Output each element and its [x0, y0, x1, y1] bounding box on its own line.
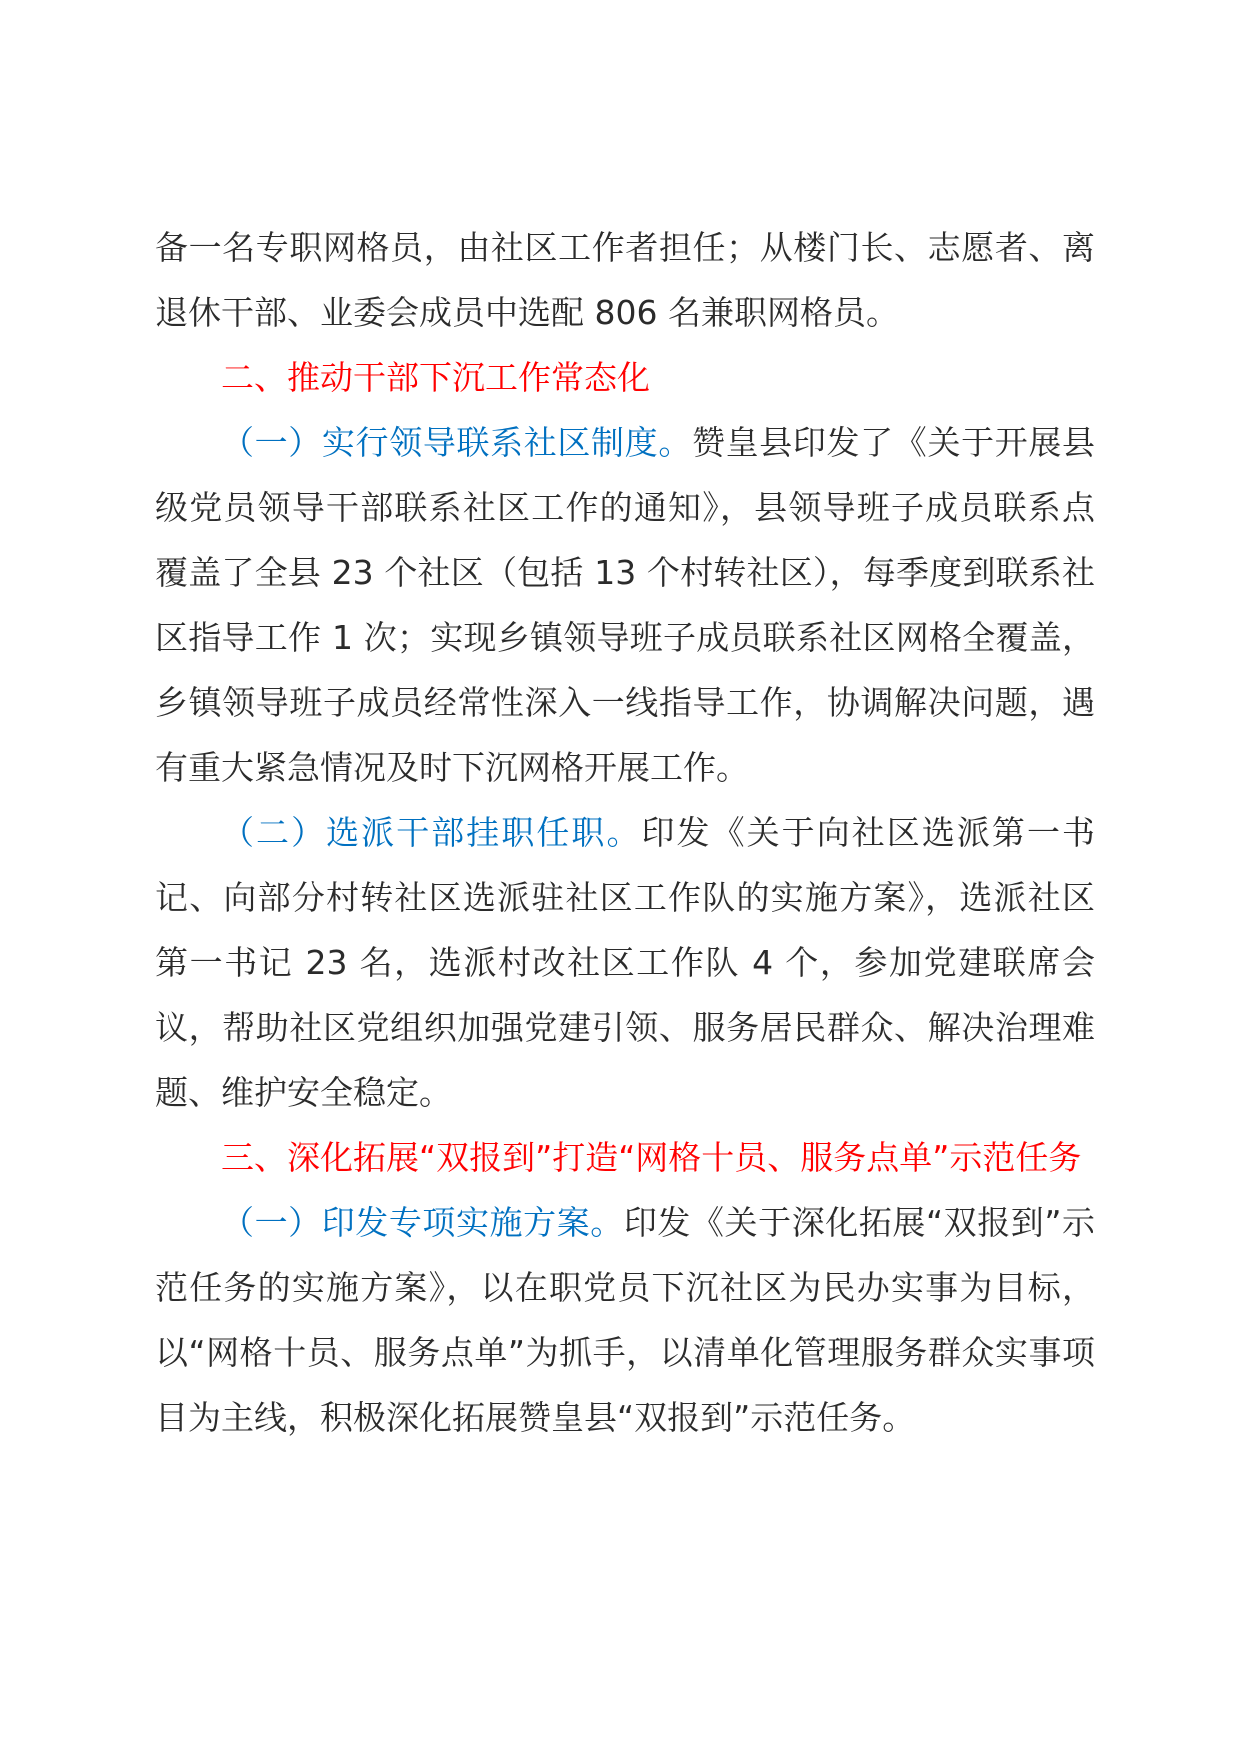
section-heading-3: 三、深化拓展“双报到”打造“网格十员、服务点单”示范任务: [221, 1138, 1082, 1177]
subsection-2-2-title: （二）选派干部挂职任职。: [221, 813, 642, 852]
paragraph-continuation: 备一名专职网格员，由社区工作者担任；从楼门长、志愿者、离退休干部、业委会成员中选配 806 名兼职网格员。: [155, 228, 1095, 332]
document-page: [155, 215, 1095, 1450]
subsection-3-1-title: （一）印发专项实施方案。: [221, 1203, 624, 1242]
subsection-2-2-body: 印发《关于向社区选派第一书记、向部分村转社区选派驻社区工作队的实施方案》，选派社区第一书记 23 名，选派村改社区工作队 4 个，参加党建联席会议，帮助社区党组织加强党建引领、服务居民群众、解决治理难题、维护安全稳定。: [155, 813, 1096, 1112]
subsection-3-1-body: 印发《关于深化拓展“双报到”示范任务的实施方案》，以在职党员下沉社区为民办实事为目标，以“网格十员、服务点单”为抓手，以清单化管理服务群众实事项目为主线，积极深化拓展赞皇县“双报到”示范任务。: [155, 1203, 1096, 1437]
subsection-2-1-title: （一）实行领导联系社区制度。: [221, 423, 692, 462]
subsection-3-1: [155, 1190, 1095, 1450]
subsection-2-1: [155, 410, 1095, 800]
section-heading-2: 二、推动干部下沉工作常态化: [221, 358, 650, 397]
subsection-2-2: [155, 800, 1095, 1125]
subsection-2-1-body: 赞皇县印发了《关于开展县级党员领导干部联系社区工作的通知》，县领导班子成员联系点覆盖了全县 23 个社区（包括 13 个村转社区），每季度到联系社区指导工作 1 次；实现乡镇领导班子成员联系社区网格全覆盖，乡镇领导班子成员经常性深入一线指导工作，协调解决问题，遇有重大紧急情况及时下沉网格开展工作。: [155, 423, 1096, 787]
